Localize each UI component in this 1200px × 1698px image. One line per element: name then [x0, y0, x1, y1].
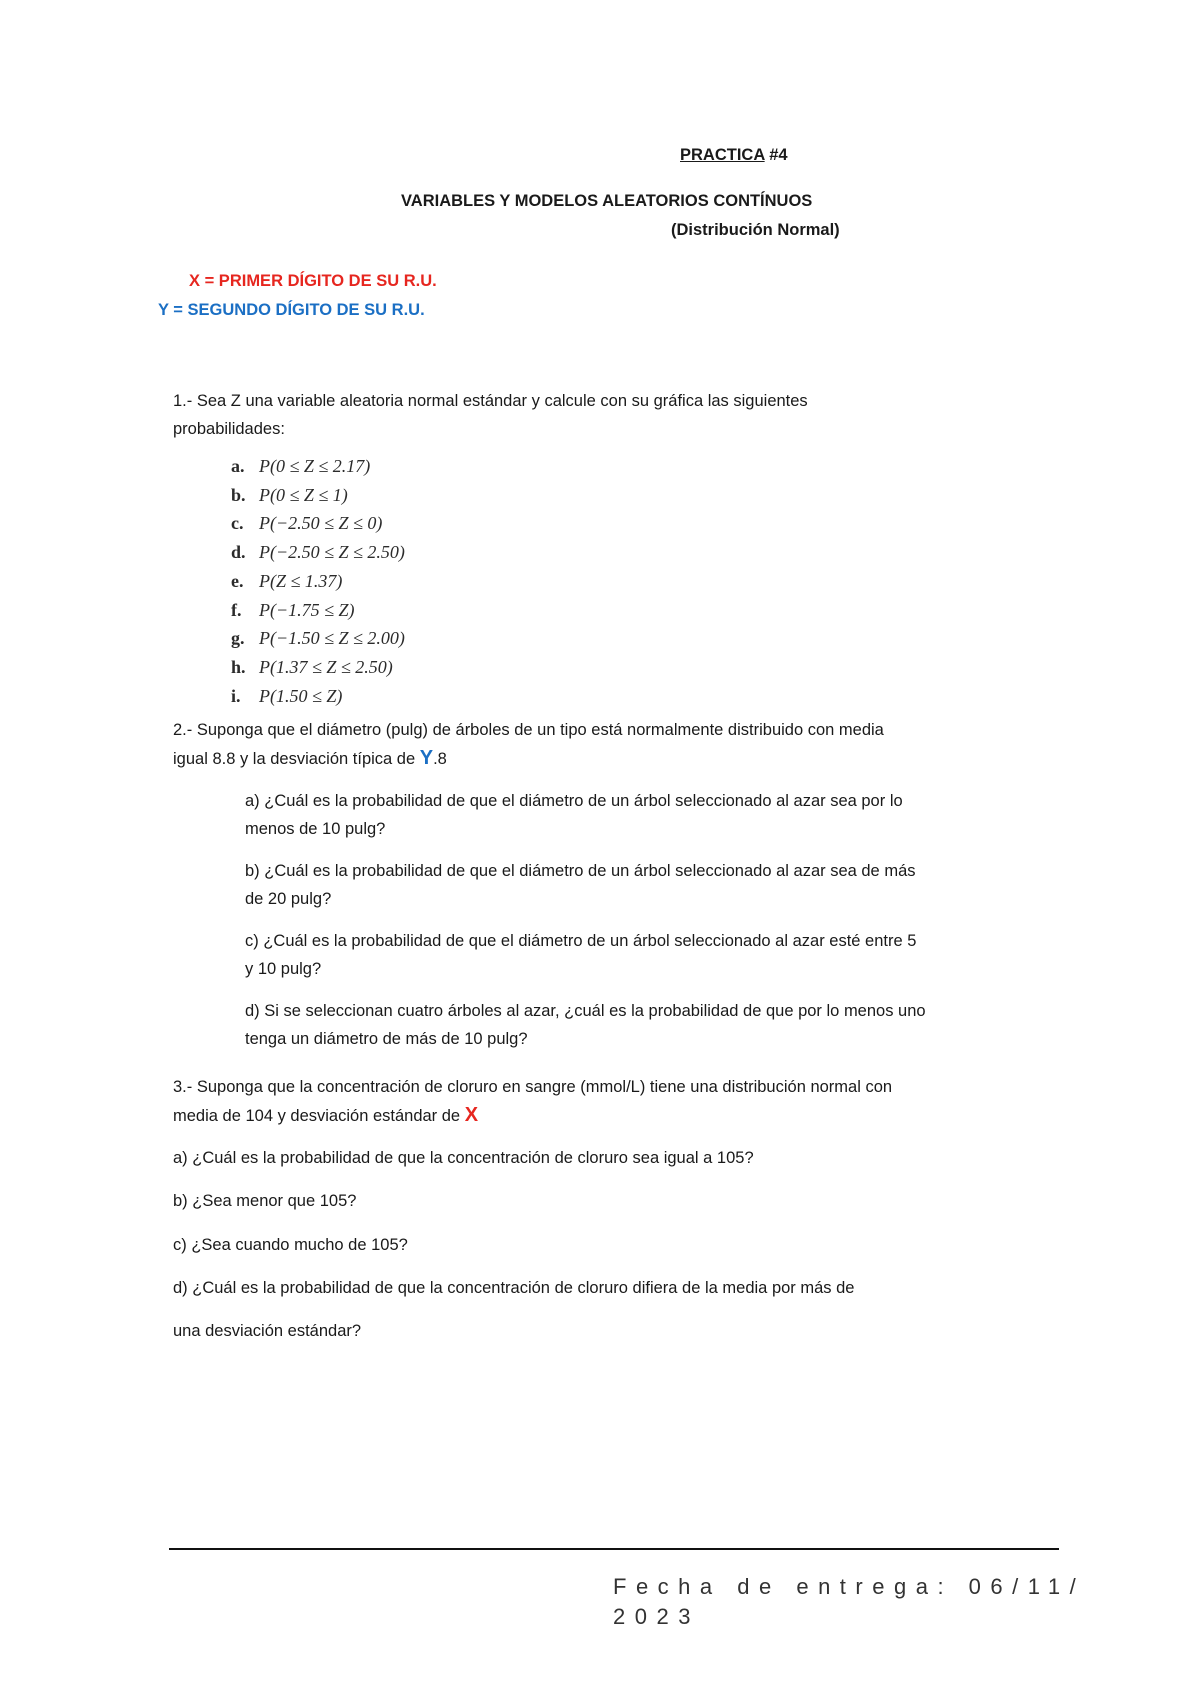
document-subtitle: VARIABLES Y MODELOS ALEATORIOS CONTÍNUOS	[401, 192, 813, 210]
q3-text	[173, 1073, 892, 1130]
q2-b-line2: de 20 pulg?	[245, 890, 332, 908]
q1-item-expression: P(−1.75 ≤ Z)	[259, 599, 355, 620]
x-definition: X = PRIMER DÍGITO DE SU R.U.	[189, 272, 437, 290]
q1-item-expression: P(1.50 ≤ Z)	[259, 685, 343, 706]
q2-b-line1: b) ¿Cuál es la probabilidad de que el diámetro de un árbol seleccionado al azar sea de más	[245, 862, 916, 880]
q1-item-label: h.	[231, 656, 246, 677]
q1-item	[231, 600, 355, 621]
q1-item-label: i.	[231, 685, 241, 706]
x-variable: X	[464, 1104, 479, 1126]
q2-part-b	[245, 857, 916, 913]
practica-number: #4	[764, 146, 788, 164]
footer-divider	[169, 1548, 1059, 1550]
q3-line2-text: media de 104 y desviación estándar de	[173, 1107, 465, 1125]
due-date	[613, 1572, 1093, 1632]
q1-item-label: d.	[231, 542, 246, 563]
q1-item	[231, 686, 342, 707]
q1-item	[231, 657, 393, 678]
q1-item	[231, 485, 348, 506]
q2-part-d	[245, 997, 926, 1053]
q1-item	[231, 513, 382, 534]
q3-line1: 3.- Suponga que la concentración de cloruro en sangre (mmol/L) tiene una distribución normal con	[173, 1078, 893, 1096]
y-variable: Y	[419, 747, 434, 769]
q1-item-label: a.	[231, 456, 245, 476]
due-date-line2: 2023	[613, 1604, 700, 1629]
due-date-line1: Fecha de entrega: 06/11/	[613, 1574, 1086, 1599]
q1-item-label: f.	[231, 599, 242, 620]
q1-item	[231, 542, 405, 563]
q2-line1: 2.- Suponga que el diámetro (pulg) de árboles de un tipo está normalmente distribuido con media	[173, 721, 884, 739]
y-definition: Y = SEGUNDO DÍGITO DE SU R.U.	[158, 301, 425, 319]
q1-item-expression: P(−2.50 ≤ Z ≤ 0)	[259, 513, 383, 534]
q1-item-label: e.	[231, 570, 244, 591]
practica-label: PRACTICA	[680, 146, 765, 164]
q1-item-expression: P(−2.50 ≤ Z ≤ 2.50)	[259, 542, 405, 563]
q2-line2	[173, 744, 884, 773]
q3-part-b: b) ¿Sea menor que 105?	[173, 1192, 357, 1210]
q1-item-expression: P(1.37 ≤ Z ≤ 2.50)	[259, 656, 393, 677]
q2-d-line2: tenga un diámetro de más de 10 pulg?	[245, 1030, 528, 1048]
q3-part-d-line2: una desviación estándar?	[173, 1322, 362, 1340]
q1-item-label: g.	[231, 628, 245, 649]
q3-part-a: a) ¿Cuál es la probabilidad de que la concentración de cloruro sea igual a 105?	[173, 1149, 754, 1167]
q1-item-expression: P(Z ≤ 1.37)	[259, 570, 343, 591]
q1-item-expression: P(−1.50 ≤ Z ≤ 2.00)	[259, 628, 405, 649]
q2-part-a	[245, 787, 903, 843]
q1-item-label: b.	[231, 484, 246, 505]
practica-title	[680, 146, 788, 165]
q3-part-c: c) ¿Sea cuando mucho de 105?	[173, 1236, 408, 1254]
q1-item-label: c.	[231, 513, 244, 534]
q1-item	[231, 456, 370, 477]
distribution-label: (Distribución Normal)	[671, 221, 840, 239]
q1-item	[231, 628, 405, 649]
q3-line2	[173, 1101, 892, 1130]
q2-part-c	[245, 927, 916, 983]
q2-a-line2: menos de 10 pulg?	[245, 820, 386, 838]
q2-c-line1: c) ¿Cuál es la probabilidad de que el diámetro de un árbol seleccionado al azar esté entre 5	[245, 932, 917, 950]
q1-line1: 1.- Sea Z una variable aleatoria normal estándar y calcule con su gráfica las siguientes	[173, 392, 808, 410]
q1-line2: probabilidades:	[173, 420, 285, 438]
q1-item-expression: P(0 ≤ Z ≤ 2.17)	[259, 456, 371, 476]
q2-text	[173, 716, 884, 773]
q1-item-expression: P(0 ≤ Z ≤ 1)	[259, 484, 348, 505]
q2-c-line2: y 10 pulg?	[245, 960, 322, 978]
q2-line2-suffix: .8	[433, 750, 447, 768]
q3-part-d-line1: d) ¿Cuál es la probabilidad de que la concentración de cloruro difiera de la media por más de	[173, 1279, 855, 1297]
q2-d-line1: d) Si se seleccionan cuatro árboles al azar, ¿cuál es la probabilidad de que por lo menos uno	[245, 1002, 926, 1020]
q1-text	[173, 387, 808, 443]
q1-item	[231, 571, 342, 592]
q2-line2-text: igual 8.8 y la desviación típica de	[173, 750, 420, 768]
q2-a-line1: a) ¿Cuál es la probabilidad de que el diámetro de un árbol seleccionado al azar sea por lo	[245, 792, 903, 810]
